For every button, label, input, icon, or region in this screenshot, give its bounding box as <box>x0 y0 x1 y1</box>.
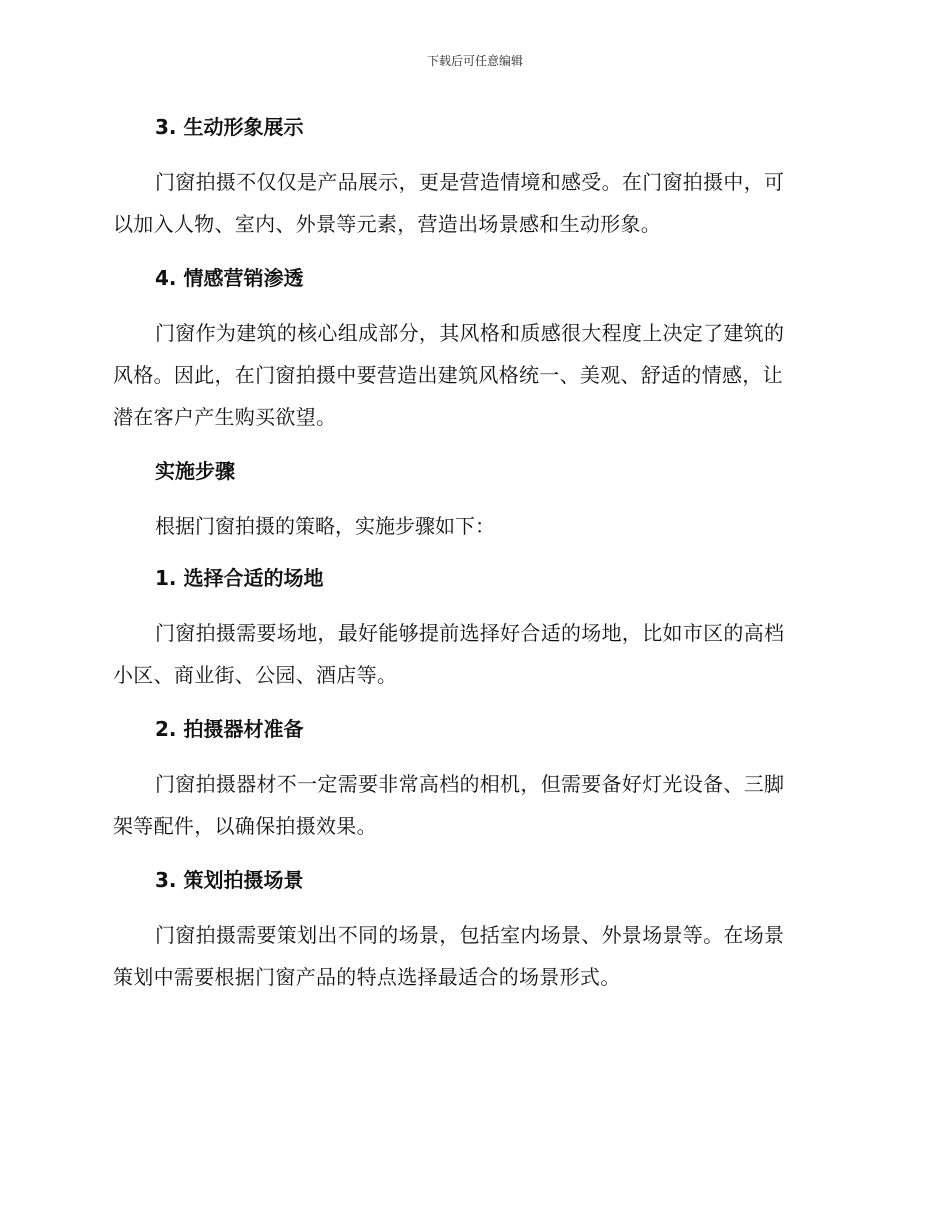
step-paragraph-plan-scenes <box>113 914 835 998</box>
paragraph-line: 架等配件，以确保拍摄效果。 <box>113 814 377 838</box>
paragraph-line: 潜在客户产生购买欲望。 <box>113 405 337 429</box>
step-heading-plan-scenes: 3. 策划拍摄场景 <box>155 868 304 892</box>
implementation-intro: 根据门窗拍摄的策略，实施步骤如下： <box>155 514 495 538</box>
section-paragraph-vivid-image <box>113 161 835 245</box>
paragraph-line: 门窗拍摄需要场地，最好能够提前选择好合适的场地，比如市区的高档 <box>155 621 785 645</box>
paragraph-line: 门窗拍摄器材不一定需要非常高档的相机，但需要备好灯光设备、三脚 <box>155 772 785 796</box>
paragraph-line: 门窗拍摄不仅仅是产品展示，更是营造情境和感受。在门窗拍摄中，可 <box>155 170 785 194</box>
section-heading-emotional-marketing: 4. 情感营销渗透 <box>155 266 304 290</box>
implementation-heading: 实施步骤 <box>155 459 235 483</box>
paragraph-line: 风格。因此，在门窗拍摄中要营造出建筑风格统一、美观、舒适的情感，让 <box>113 363 783 387</box>
paragraph-line: 小区、商业街、公园、酒店等。 <box>113 663 398 687</box>
paragraph-line: 门窗作为建筑的核心组成部分，其风格和质感很大程度上决定了建筑的 <box>155 321 785 345</box>
section-heading-vivid-image: 3. 生动形象展示 <box>155 115 304 139</box>
step-heading-choose-venue: 1. 选择合适的场地 <box>155 566 324 590</box>
paragraph-line: 门窗拍摄需要策划出不同的场景，包括室内场景、外景场景等。在场景 <box>155 923 785 947</box>
step-paragraph-choose-venue <box>113 612 835 696</box>
document-body <box>113 108 835 1012</box>
step-paragraph-equipment <box>113 763 835 847</box>
paragraph-line: 以加入人物、室内、外景等元素，营造出场景感和生动形象。 <box>113 212 662 236</box>
step-heading-equipment: 2. 拍摄器材准备 <box>155 717 304 741</box>
paragraph-line: 策划中需要根据门窗产品的特点选择最适合的场景形式。 <box>113 965 621 989</box>
page-header: 下载后可任意编辑 <box>426 54 523 68</box>
section-paragraph-emotional-marketing <box>113 312 835 438</box>
